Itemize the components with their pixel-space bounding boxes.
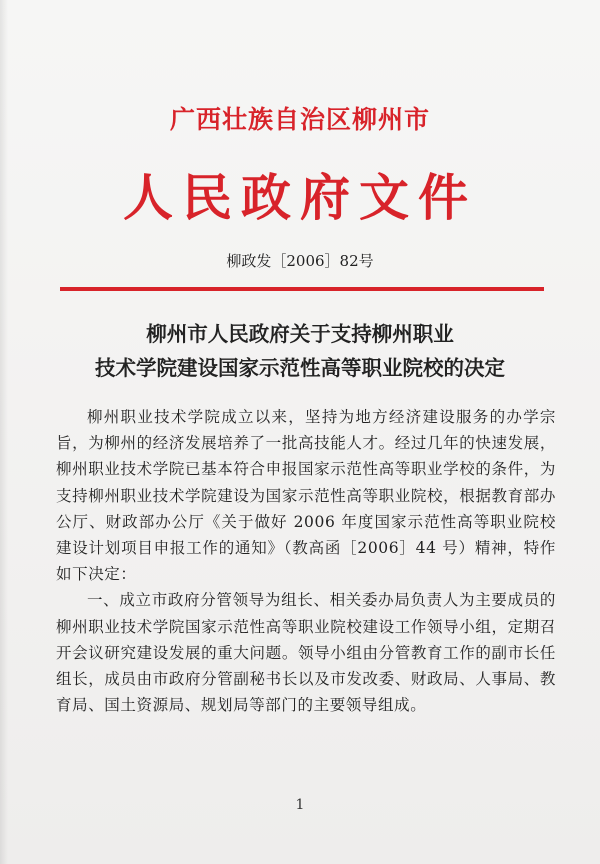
body-paragraph-1: 柳州职业技术学院成立以来，坚持为地方经济建设服务的办学宗旨，为柳州的经济发展培养了一批高技能人才。经过几年的快速发展，柳州职业技术学院已基本符合申报国家示范性高等职业学校的条件，为支持柳州职业技术学院建设为国家示范性高等职业院校，根据教育部办公厅、财政部办公厅《关于做好 2006 年度国家示范性高等职业院校建设计划项目申报工作的通知》（教高函［2006］44 号）精神，特作如下决定： [56,408,556,584]
issuer-name: 广西壮族自治区柳州市 [169,105,430,134]
document-type-heading: 人民政府文件 [123,168,477,227]
document-title [0,317,600,385]
title-line-2: 技术学院建设国家示范性高等职业院校的决定 [95,356,505,380]
document-number: 柳政发［2006］82号 [226,252,374,270]
title-line-1: 柳州市人民政府关于支持柳州职业 [146,322,454,346]
document-body [56,404,556,718]
body-paragraph-2: 一、成立市政府分管领导为组长、相关委办局负责人为主要成员的柳州职业技术学院国家示范性高等职业院校建设工作领导小组，定期召开会议研究建设发展的重大问题。领导小组由分管教育工作的副市长任组长，成员由市政府分管副秘书长以及市发改委、财政局、人事局、教育局、国土资源局、规划局等部门的主要领导组成。 [56,591,556,715]
page-number: 1 [295,797,305,813]
red-separator-line [60,287,544,291]
